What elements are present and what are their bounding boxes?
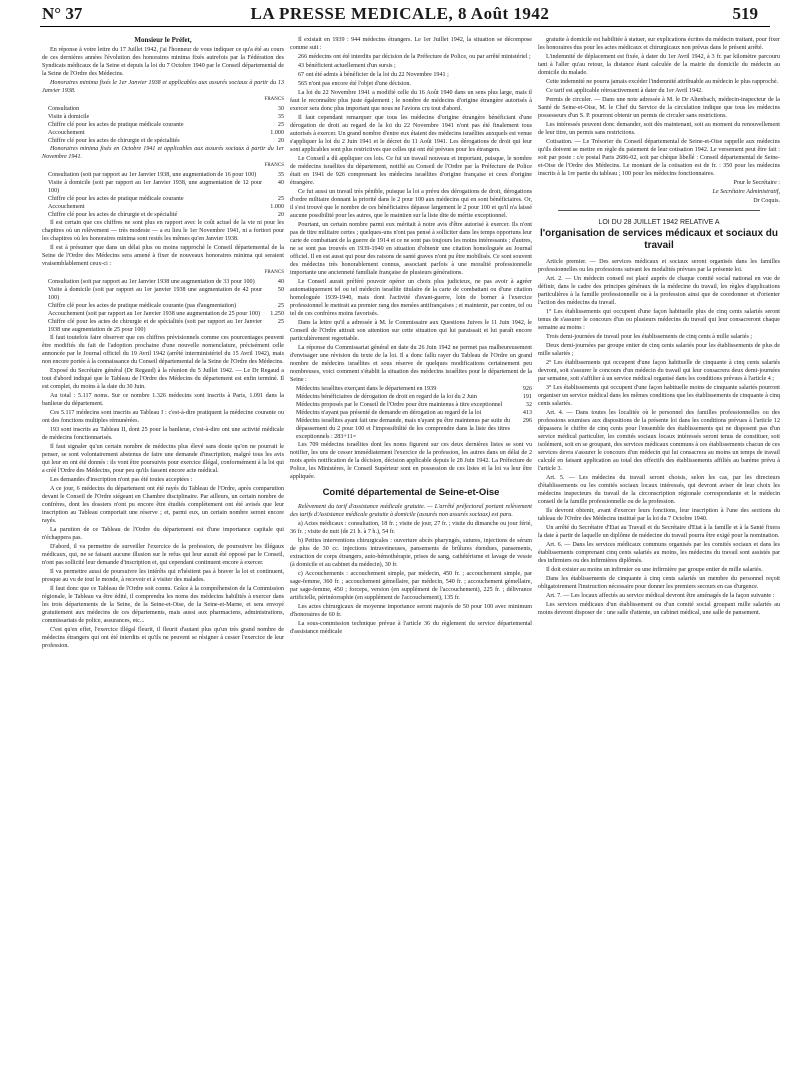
fee-row (42, 278, 284, 286)
paragraph: Ce tarif est applicable rétroactivement à dater du 1er Avril 1942. (546, 88, 703, 94)
paragraph: Il faut donc que ce Tableau de l'Ordre soit connu. Grâce à la compréhension de la Commission régionale, le Tableau va être édité, il comprendra les noms des médecins habilités à exercer dans les trois départements de la Seine, de la Seine-et-Oise, de la Seine-et-Marne, et sera envoyé gratuitement aux médecins de ces départements, mais aussi aux pharmaciens, administrations, commissariats de police, assurances, etc... (42, 586, 284, 624)
fee-row (42, 286, 284, 302)
fee-row (42, 121, 284, 129)
fee-value: 1.000 (270, 204, 284, 210)
paragraph: L'indemnité de déplacement est fixée, à dater du 1er Avril 1942, à 3 fr. par kilomètre parcouru tant à l'aller qu'au retour, la distance étant calculée de la mairie du domicile du médecin au domicile du malade. (538, 54, 780, 76)
unit-label: FRANCS (264, 270, 284, 275)
paragraph: Permis de circuler. — Dans une note adressée à M. le Dr Altenbach, médecin-inspecteur de la Santé de Seine-et-Oise, M. le Chef du Service de la circulation indique que tous les médecins possesseurs d'un S. P. pourront obtenir un permis de circuler sans restrictions. (538, 97, 780, 119)
section-heading-comite: Comité départemental de Seine-et-Oise (322, 487, 500, 498)
fee-row (42, 129, 284, 137)
paragraph: Les 709 médecins israélites dont les noms figurent sur ces deux dernières listes se sont vu notifier, les uns de cesser immédiatement l'exercice de la profession, les autres dans un délai de 2 mois après notification de la décision, décision applicable depuis le 28 Juin 1942. La Préfecture de Police, les Ministères, le Conseil Supérieur sont en possession de ces listes et la loi va leur être appliquée. (290, 442, 532, 480)
paragraph: Ce fut aussi un travail très pénible, puisque la loi a prévu des dérogations de droit, dérogations d'ordre militaire donnant la priorité dans le 2 pour 100 aux médecins qui en sont bénéficiaires. Or, il s'est trouvé que le nombre de ces bénéficiaires dépasse largement le 2 pour 100 et qu'il n'a laissé aucune possibilité pour les autres, que le maintien sur la liste dite de mérite exceptionnel. (290, 189, 532, 219)
article: Article premier. — Des services médicaux et sociaux seront organisés dans les familles professionnelles ou les professions suivant les modalités prévues par la présente loi. (538, 259, 780, 273)
paragraph: 266 médecins ont été interdits par décision de la Préfecture de Police, ou par arrêté ministériel ; (298, 54, 531, 60)
paragraph: Le Conseil a dû appliquer ces lois. Ce fut un travail nouveau et important, puisque, le nombre de médecins israélites du département, notifié au Conseil de l'Ordre par la Préfecture de Police était en 1941 de 926 comprenant les médecins israélites d'origine française et ceux d'origine étrangère. (290, 156, 532, 186)
journal-title: LA PRESSE MEDICALE, 8 Août 1942 (250, 4, 550, 23)
paragraph: En réponse à votre lettre du 17 Juillet 1942, j'ai l'honneur de vous indiquer ce qu'a été au cours de ces dernières années l'évolution des honoraires minima fixés autrefois par la Fédération des Syndicats médicaux de la Seine et depuis la loi du 7 Octobre 1940 par le Conseil départemental de la Seine de l'Ordre des Médecins. (42, 47, 284, 77)
fee-value: 35 (277, 114, 284, 120)
signature-name: Dr Coquis. (753, 198, 780, 204)
fee-row (42, 310, 284, 318)
paragraph: A ce jour, 6 médecins du département ont été rayés du Tableau de l'Ordre, après comparution devant le Conseil de l'Ordre siégeant en Chambre disciplinaire. Par ailleurs, un certain nombre de confrères, dont les dossiers n'ont pu encore être étudiés complètement ont été avisés que leur inscription au Tableau comportait une réserve ; et, parmi eux, un certain nombre seront encore rayés. (42, 486, 284, 524)
paragraph: Il faut toutefois faire observer que ces chiffres prévisionnels comme ces pourcentages peuvent être modifiés du fait de l'adoption prochaine d'une nouvelle nomenclature, précisément celle annoncée par le Journal officiel du 19 Avril 1942 (arrêté interministériel du 15 Avril 1942), mais non encore portée à la connaissance du Conseil départemental de la Seine de l'Ordre des Médecins. (42, 335, 284, 365)
column-3 (538, 36, 780, 1076)
fee-value: 25 (277, 196, 284, 202)
article: 3° Les établissements qui occupent d'une façon habituelle moins de cinquante salariés pourront organiser un service médical dans les mêmes conditions que les établissements de cinquante à cinq cents salariés. (538, 385, 780, 407)
article: Art. 7. — Les locaux affectés au service médical devront être aménagés de la façon suivante : (546, 593, 775, 599)
fee-value: 413 (522, 410, 532, 416)
fee-row (42, 171, 284, 179)
fee-value: 1.000 (270, 130, 284, 136)
fee-row (42, 211, 284, 219)
paragraph: Le Conseil aurait préféré pouvoir opérer un choix plus judicieux, ne pas avoir à agréer automatiquement tel ou tel médecin israélite titulaire de la carte de combattant ou d'une citation homologuée 1939-1940, mais dont l'activité d'avant-guerre, loin de borner à l'exercice professionnel le mettrait au premier rang des menées antifrançaises ; et maintenir, par contre, tel ou tel de ces confrères moins favorisés. (290, 279, 532, 317)
fee-row (290, 417, 532, 441)
paragraph: Il faut cependant remarquer que tous les médecins d'origine étrangère bénéficiant d'une dérogation de droit au regard de la loi du 22 Novembre 1941 n'ont pas été finalement tous autorisés à exercer. Un grand nombre d'entre eux étaient des médecins israélites auxquels est venue s'appliquer la loi du 2 Juin 1941 et le décret du 11 Août 1941. Les dérogations de droit qui leur sont applicables sont plus restrictives que celles qui ont été prévues pour les étrangers. (290, 115, 532, 153)
article: Un arrêté du Secrétaire d'Etat au Travail et du Secrétaire d'Etat à la famille et à la Santé fixera la date à partir de laquelle un diplôme de médecine du travail pourra être exigé pour la nomination. (538, 525, 780, 539)
signature-title: Le Secrétaire Administratif, (712, 189, 780, 195)
fee-label: Accouchement (48, 130, 85, 136)
article: Trois demi-journées de travail pour les établissements de cinq cents à mille salariés ; (546, 334, 753, 340)
fee-value: 926 (522, 386, 532, 392)
fee-label: Consultation (soit par rapport au 1er Janvier 1938 une augmentation de 33 pour 100) (48, 279, 255, 285)
fee-row (290, 393, 532, 401)
fee-label: Accouchement (48, 204, 85, 210)
fee-label: Visite à domicile (48, 114, 90, 120)
fee-label: Chiffre clé pour les actes de pratique médicale courante (48, 196, 184, 202)
salutation: Monsieur le Préfet, (134, 36, 192, 44)
paragraph: La loi du 22 Novembre 1941 a modifié celle du 16 Août 1940 dans un sens plus large, mais il faut le reconnaître plus juste également ; le nombre de médecins d'origine étrangère autorisés à exercer sera donc plus important que nous ne l'avions cru tout d'abord. (290, 90, 532, 112)
paragraph: 43 bénéficient actuellement d'un sursis ; (298, 63, 396, 69)
fee-row (42, 105, 284, 113)
fee-row (290, 409, 532, 417)
paragraph: La sous-commission technique prévue à l'article 36 du règlement du service départemental d'assistance médicale (290, 621, 532, 635)
fee-label: Visite à domicile (soit par rapport au 1er janvier 1938 une augmentation de 42 pour 100) (48, 287, 262, 301)
fee-value: 30 (277, 106, 284, 112)
statistics-table (290, 385, 532, 441)
article: 1° Les établissements qui occupent d'une façon habituelle plus de cinq cents salariés seront tenus de s'assurer le concours d'un ou plusieurs médecins du travail qui leur consacreront chaque semaine au moins : (538, 309, 780, 331)
paragraph: 67 ont été admis à bénéficier de la loi du 22 Novembre 1941 ; (298, 72, 449, 78)
fee-label: Médecins n'ayant pas présenté de demande en dérogation au regard de la loi (296, 410, 482, 416)
paragraph: Ces 5.117 médecins sont inscrits au Tableau I : c'est-à-dire pratiquent la médecine courante ou ont des fonctions multiples rémunérées. (42, 410, 284, 424)
paragraph: Les demandes d'inscription n'ont pas été toutes acceptées : (50, 477, 193, 483)
paragraph: gratuite à domicile est habilitée à statuer, sur explications écrites du médecin traitant, pour fixer les honoraires dus pour les actes médicaux et chirurgicaux non prévus dans le présent arrêté. (538, 37, 780, 51)
fee-value: 40 (277, 180, 284, 186)
paragraph: D'abord, il va permettre de surveiller l'exercice de la profession, de poursuivre les illégaux médicaux, qui, ne se faisant aucune illusion sur le refus qui leur aurait été opposé par le Conseil, n'ont pas sollicité leur demande d'inscription et, qui cependant continuent encore à exercer. (42, 544, 284, 566)
paragraph: Au total : 5.117 noms. Sur ce nombre 1.326 médecins sont inscrits à Paris, 1.091 dans la banlieue du département. (42, 393, 284, 407)
fee-value: 20 (277, 138, 284, 144)
fee-row (42, 179, 284, 195)
paragraph: Cotisation. — Le Trésorier du Conseil départemental de Seine-et-Oise rappelle aux médecins qu'ils doivent se mettre en règle du paiement de leur cotisation 1942. Le versement peut être fait : soit par poste : c/e postal Paris 2686-02, soit par chèque libellé : Conseil départemental de Seine-et-Oise de l'Ordre des Médecins. Le montant de la cotisation est de fr. : 350 pour les médecins inscrits à la 1re partie du tableau ; 100 pour les médecins fonctionnaires. (538, 139, 780, 177)
fee-label: Médecins israélites exerçant dans le département en 1939 (296, 386, 437, 392)
paragraph: Dans la lettre qu'il a adressée à M. le Commissaire aux Questions Juives le 11 Juin 1942, le Conseil de l'Ordre attirait son attention sur cette situation qui lui paraissait et lui paraît encore particulièrement regrettable. (290, 320, 532, 342)
fee-heading: Honoraires minima fixés le 1er Janvier 1938 et applicables aux assurés sociaux à partir du 13 Janvier 1938. (42, 80, 284, 94)
article: Art. 4. — Dans toutes les localités où le personnel des familles professionnelles ou des professions soumises aux dispositions de la présente loi dans les conditions prévues à l'article 12 dépassera le chiffre de cinq cents pour l'ensemble des établissements qui ne disposent pas d'un service médical particulier, les comités sociaux locaux intéressés seront tenus de constituer, soit isolément, soit en se groupant, des services médicaux communs à ces établissements chacun de ces services devra s'assurer le concours d'un médecin qui lui consacrera au moins un temps de travail calculé en faisant application au total des effectifs des établissements affiliés au barème prévu à l'article 3. (538, 410, 780, 472)
paragraph: Il est à présumer que dans un délai plus ou moins rapproché le Conseil départemental de la Seine de l'Ordre des Médecins sera amené à fixer de nouveaux honoraires minima qui seraient vraisemblablement ceux-ci : (42, 245, 284, 267)
fee-row (42, 113, 284, 121)
article: Il doit exister au moins un infirmier ou une infirmière par groupe entier de mille salariés. (546, 567, 763, 573)
paragraph: C'est qu'en effet, l'exercice illégal fleurit, il fleurit d'autant plus qu'un très grand nombre de médecins étrangers qui ont été interdits et qu'ils ne peuvent se résigner à cesser l'exercice de leur profession. (42, 627, 284, 649)
fee-value: 40 (277, 279, 284, 285)
paragraph: Cette indemnité ne pourra jamais excéder l'indemnité attribuable au médecin le plus rapproché. (546, 79, 779, 85)
fee-value: 191 (522, 394, 532, 400)
paragraph: Pourtant, un certain nombre parmi eux méritait à notre avis d'être autorisé à exercer. Ils n'ont pas de titre militaire certes ; quelques-uns n'ont pas pensé à solliciter dans les temps opportuns leur carte de combattant de la guerre de 1914 et ce ne sont pas toujours les moins intéressants ; d'autres, ne se sont pas trouvés en 1939-1940 en situation d'obtenir une citation homologuée au Journal officiel. Il en est aussi qui pour des raisons de santé graves n'ont pu être mobilisés. Ce sont souvent des médecins très honorablement connus, associant parfois à une moralité professionnelle importante une ancienneté familiale française de plusieurs générations. (290, 222, 532, 276)
fee-label: Chiffre clé pour les actes de pratique médicale courante (48, 122, 184, 128)
article: Art. 5. — Les médecins du travail seront choisis, selon les cas, par les directeurs d'établissements ou les comités sociaux locaux intéressés, qui devront aviser de leur choix les médecins inspecteurs du travail de la circonscription régionale correspondante et le médecin conseil de la famille professionnelle ou de la profession. (538, 475, 780, 505)
fee-label: Médecins bénéficiaires de dérogation de droit en regard de la loi du 2 Juin (296, 394, 477, 400)
article: Art. 2. — Un médecin conseil est placé auprès de chaque comité social national en vue de définir, dans le cadre des principes généraux de la médecine du travail, les règles d'applications particulières à la famille professionnelle ou à la profession ainsi que de coordonner et d'orienter l'action des médecins du travail. (538, 276, 780, 306)
paragraph: Relèvement du tarif d'assistance médicale gratuite. — L'arrêté préfectoral portant relèvement des tarifs d'Assistance médicale gratuite à domicile (assurés non assurés sociaux) est paru. (290, 504, 532, 518)
fee-value: 1.250 (270, 311, 284, 317)
fee-label: Chiffre clé pour les actes de chirurgie et de spécialités (48, 138, 180, 144)
fee-table-1 (42, 105, 284, 145)
law-heading: LOI DU 28 JUILLET 1942 RELATIVE A (598, 219, 720, 226)
fee-value: 35 (277, 172, 284, 178)
paragraph: Exposé du Secrétaire général (Dr Regaud) à la réunion du 5 Juillet 1942. — Le Dr Regaud a tout d'abord indiqué que le Tableau de l'Ordre des Médecins du département est enfin terminé. Il est complet, du moins à la date du 30 Juin. (42, 368, 284, 390)
article: Art. 6. — Dans les services médicaux communs organisés par les comités sociaux et dans les établissements comprenant cinq cents salariés au moins, les médecins du travail sont assistés par des infirmiers ou des infirmières diplômés. (538, 542, 780, 564)
fee-row (42, 203, 284, 211)
fee-label: Chiffre clé pour les actes de chirurgie et de spécialités (soit par rapport au 1er Janvier 1938 une augmentation de 25 pour 100) (48, 319, 262, 333)
unit-label: FRANCS (264, 97, 284, 102)
fee-value: 25 (277, 122, 284, 128)
fee-label: Médecins proposés par le Conseil de l'Ordre pour être maintenus à titre exceptionnel (296, 402, 503, 408)
page-number: 519 (732, 4, 758, 23)
paragraph: 193 sont inscrits au Tableau II, dont 25 pour la banlieue, c'est-à-dire ont une activité médicale de médecins fonctionnarisés. (42, 427, 284, 441)
issue-number: N° 37 (42, 4, 83, 23)
fee-label: Visite à domicile (soit par rapport au 1er Janvier 1938, une augmentation de 12 pour 100) (48, 180, 262, 194)
fee-row (290, 401, 532, 409)
article: Ils devront obtenir, avant d'exercer leurs fonctions, leur inscription à l'une des sections du tableau de l'Ordre des Médecins institué par la loi du 7 Octobre 1940. (538, 508, 780, 522)
fee-value: 20 (277, 212, 284, 218)
paragraph: Il existait en 1939 : 944 médecins étrangers. Le 1er Juillet 1942, la situation se décompose comme suit : (290, 37, 532, 51)
article: Les services médicaux d'un établissement ou d'un comité social groupant mille salariés au moins devront disposer de : une salle d'attente, un cabinet médical, une salle de pansement. (538, 602, 780, 616)
column-2 (290, 36, 532, 1076)
paragraph: La parution de ce Tableau de l'Ordre du département est d'une importance capitale qui n'échappera pas. (42, 527, 284, 541)
paragraph: a) Actes médicaux : consultation, 18 fr. ; visite de jour, 27 fr. ; visite du dimanche ou jour férié, 36 fr. ; visite de nuit (de 21 h. à 7 h.), 54 fr. (290, 521, 532, 535)
section-divider (558, 210, 760, 211)
article: Deux demi-journées par groupe entier de cinq cents salariés pour les établissements de plus de mille salariés ; (538, 343, 780, 357)
fee-row (290, 385, 532, 393)
header-rule (40, 26, 770, 27)
fee-heading: Honoraires minima fixés en Octobre 1941 et applicables aux assurés sociaux à partir du 1er Novembre 1941. (42, 146, 284, 160)
fee-label: Chiffre clé pour les actes de pratique médicale courante (pas d'augmentation) (48, 303, 237, 309)
paragraph: 565 n'ont pas encore été l'objet d'une décision. (298, 81, 411, 87)
fee-label: Consultation (48, 106, 80, 112)
article: 2° Les établissements qui occupent d'une façon habituelle de cinquante à cinq cents salariés devront, soit s'assurer le concours d'un médecin du travail qui leur consacrera deux demi-journées par semaine, soit s'affilier à un service médical organisé dans les conditions prévues à l'article 4 ; (538, 360, 780, 382)
fee-value: 296 (522, 418, 532, 424)
fee-label: Médecins israélites ayant fait une demande, mais n'ayant pu être maintenus par suite du dépassement du 2 pour 100 et l'impossibilité de les comprendre dans la liste des titres exceptionnels : 283+11= (296, 418, 510, 440)
fee-label: Accouchement (soit par rapport au 1er Janvier 1938 une augmentation de 25 pour 100) (48, 311, 261, 317)
paragraph: La réponse du Commissariat général en date du 26 Juin 1942 ne permet pas malheureusement d'envisager une révision du texte de la loi. Il a donc fallu rayer du Tableau de l'Ordre un grand nombre de médecins israélites et sous réserve de quelques modifications certainement peu nombreuses, voici comment s'établit la situation des médecins israélites pour le département de la Seine : (290, 345, 532, 383)
page-header (12, 4, 788, 26)
article: Dans les établissements de cinquante à cinq cents salariés un membre du personnel reçoit obligatoirement l'instruction nécessaire pour donner les premiers secours en cas d'urgence. (538, 576, 780, 590)
paragraph: Il faut signaler qu'un certain nombre de médecins plus élevé sans doute qu'on ne pourrait le penser, se sont volontairement abstenus de faire une demande d'inscription, malgré tous les avis qui leur en ont été donnés : ils vont être poursuivis pour exercice illégal, conformément à la loi qui a créé l'Ordre des Médecins, pour peu qu'ils fassent encore acte médical. (42, 444, 284, 474)
fee-label: Consultation (soit par rapport au 1er Janvier 1938, une augmentation de 16 pour 100) (48, 172, 257, 178)
signature-line: Pour le Secrétaire : (733, 180, 780, 186)
fee-value: 25 (277, 319, 284, 325)
paragraph: Les intéressés peuvent donc demander, soit dès maintenant, soit au moment du renouvellement de leur titre, un permis sans restrictions. (538, 122, 780, 136)
paragraph: b) Petites interventions chirurgicales : ouverture abcès pharyngés, sutures, injections de sérum de plus de 30 cc. injections intraveineuses, pansements de brûlures étendues, pansements, extraction de corps étrangers, auto-hémothérapie, prises de sang, cathétérisme et lavage de vessie (à domicile et au cabinet du médecin), 30 fr. (290, 538, 532, 568)
fee-value: 32 (525, 402, 532, 408)
fee-row (42, 195, 284, 203)
fee-value: 50 (277, 287, 284, 293)
fee-value: 25 (277, 303, 284, 309)
fee-row (42, 318, 284, 334)
paragraph: Les actes chirurgicaux de moyenne importance seront majorés de 50 pour 100 avec minimum d'honoraires de 60 fr. (290, 604, 532, 618)
fee-table-3 (42, 278, 284, 334)
law-title: l'organisation de services médicaux et sociaux du travail (539, 228, 779, 251)
fee-label: Chiffre clé pour les actes de chirurgie et de spécialité (48, 212, 178, 218)
fee-row (42, 302, 284, 310)
fee-row (42, 137, 284, 145)
unit-label: FRANCS (264, 163, 284, 168)
column-1 (42, 36, 284, 1076)
paragraph: c) Accouchements : accouchement simple, par médecin, 450 fr. ; accouchement simple, par sage-femme, 360 fr. ; accouchement gémellaire, par médecin, 540 fr. ; accouchement gémellaire, par sage-femme, 450 ; forceps, version (en supplément de l'accouchement), 225 fr. ; délivrance artificielle, périnéorraphie (en supplément de l'accouchement), 135 fr. (290, 571, 532, 601)
paragraph: Il est certain que ces chiffres ne sont plus en rapport avec le coût actuel de la vie ni pour les chapitres où un relèvement — très modeste — a eu lieu le 1er Novembre 1941, ni a fortiori pour les chapitres où les honoraires minima sont restés les mêmes qu'en Janvier 1938. (42, 220, 284, 242)
fee-table-2 (42, 171, 284, 219)
paragraph: Il va permettre aussi de poursuivre les intérêts qui n'hésitent pas à braver la loi et continuent, presque au vu de tout le monde, à recevoir et à visiter des malades. (42, 569, 284, 583)
